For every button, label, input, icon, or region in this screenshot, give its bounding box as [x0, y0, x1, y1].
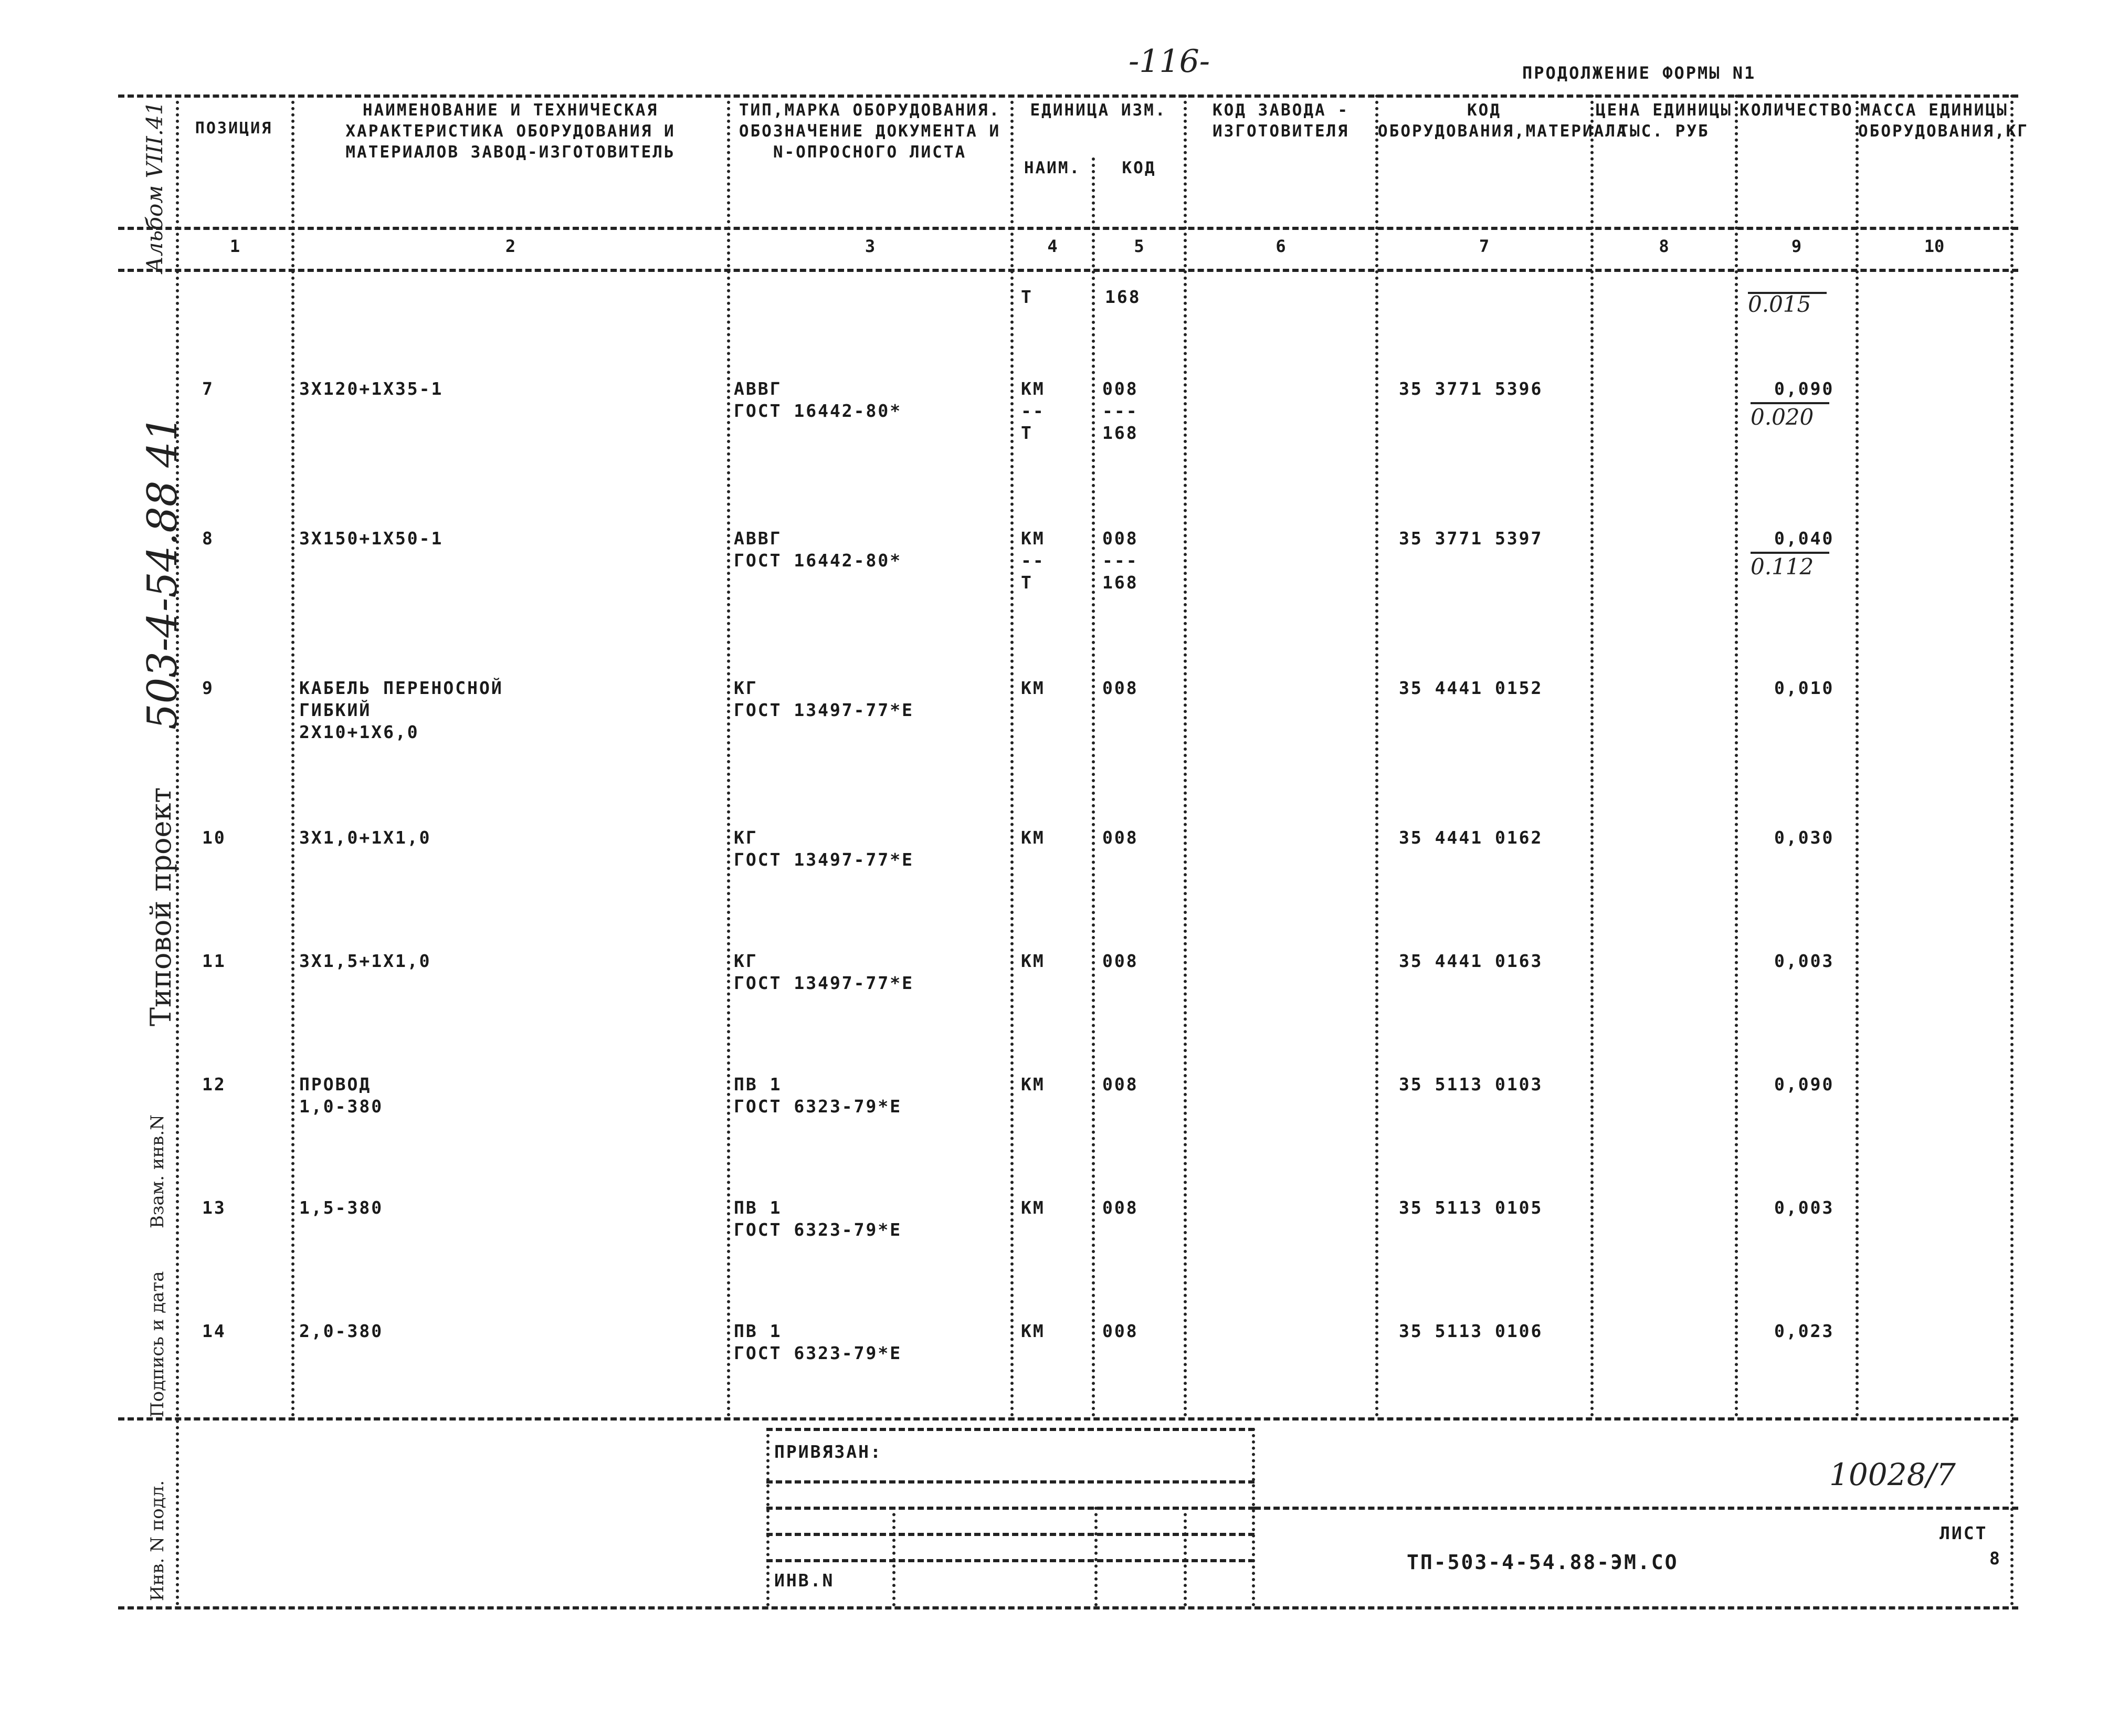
row-name-line: 1,0-380 [299, 1096, 384, 1117]
row-unit-code-line: 008 [1102, 951, 1139, 971]
header-unit: ЕДИНИЦА ИЗМ. [1030, 101, 1167, 120]
col-border-4-5 [1092, 157, 1095, 1417]
row-type-line: ГОСТ 13497-77*Е [734, 849, 914, 870]
row-type-line: ГОСТ 6323-79*Е [734, 1219, 902, 1240]
stamp-box-sep-2 [1094, 1507, 1098, 1606]
row-unit-line: Т [1021, 423, 1033, 443]
top-row-code: 168 [1105, 287, 1141, 307]
row-type-line: ПВ 1 [734, 1197, 782, 1218]
stamp-box-sep-1 [892, 1507, 895, 1606]
row-position: 7 [202, 378, 214, 399]
row-type-line: КГ [734, 678, 758, 698]
colnum-7: 7 [1479, 236, 1490, 256]
row-position: 8 [202, 528, 214, 549]
colnum-6: 6 [1276, 236, 1286, 256]
header-divider [118, 227, 2018, 230]
page-bottom-border [118, 1606, 2018, 1609]
row-name-line: 2Х10+1Х6,0 [299, 722, 419, 742]
row-unit-line: КМ [1021, 951, 1045, 971]
stamp-designation: ТП-503-4-54.88-ЭМ.СО [1407, 1551, 1679, 1574]
colnum-9: 9 [1791, 236, 1802, 256]
row-name-line: 3Х120+1Х35-1 [299, 378, 444, 399]
row-type-line: КГ [734, 827, 758, 848]
row-equipment-code: 35 3771 5397 [1399, 528, 1543, 549]
row-quantity-fraction-line [1751, 402, 1829, 404]
top-row-quantity-overline [1748, 292, 1827, 294]
row-name-line: 2,0-380 [299, 1321, 384, 1341]
stamp-box-sep-3 [1184, 1507, 1187, 1606]
continuation-note: ПРОДОЛЖЕНИЕ ФОРМЫ N1 [1522, 63, 1756, 83]
top-row-quantity: 0.015 [1748, 291, 1811, 317]
row-quantity: 0,090 [1774, 1074, 1835, 1095]
header-unit-name: НАИМ. [1024, 159, 1081, 177]
row-equipment-code: 35 3771 5396 [1399, 378, 1543, 399]
header-position: ПОЗИЦИЯ [195, 119, 273, 138]
header-quantity: КОЛИЧЕСТВО [1740, 101, 1853, 120]
col-border-5-6 [1184, 94, 1187, 1417]
row-type-line: ГОСТ 6323-79*Е [734, 1343, 902, 1363]
stamp-sheet-number: 8 [1989, 1548, 2001, 1569]
colnum-8: 8 [1659, 236, 1669, 256]
stamp-box-top [766, 1428, 1255, 1431]
col-border-7-8 [1590, 94, 1594, 1417]
margin-signature-date: Подпись и дата [147, 1271, 168, 1417]
row-quantity: 0,003 [1774, 1197, 1835, 1218]
row-name-line: 3Х1,0+1Х1,0 [299, 827, 431, 848]
row-type-line: АВВГ [734, 528, 782, 549]
row-name-line: 3Х1,5+1Х1,0 [299, 951, 431, 971]
stamp-box-line-2 [766, 1480, 1255, 1484]
top-row-unit: Т [1021, 287, 1033, 307]
header-name: НАИМЕНОВАНИЕ И ТЕХНИЧЕСКАЯ ХАРАКТЕРИСТИКА ОБОРУДОВАНИЯ И МАТЕРИАЛОВ ЗАВОД-ИЗГОТОВИТЕЛЬ [345, 101, 676, 162]
row-name-line: ГИБКИЙ [299, 700, 372, 720]
row-unit-code-line: --- [1102, 401, 1139, 421]
stamp-doc-number: 10028/7 [1829, 1457, 1956, 1492]
row-equipment-code: 35 5113 0105 [1399, 1197, 1543, 1218]
row-unit-line: Т [1021, 572, 1033, 593]
colnum-1: 1 [229, 236, 240, 256]
row-equipment-code: 35 5113 0106 [1399, 1321, 1543, 1341]
row-quantity: 0,003 [1774, 951, 1835, 971]
row-quantity-secondary: 0.112 [1751, 554, 1814, 580]
row-position: 14 [202, 1321, 226, 1341]
row-position: 11 [202, 951, 226, 971]
row-name-line: КАБЕЛЬ ПЕРЕНОСНОЙ [299, 678, 503, 698]
stamp-box-left [766, 1428, 770, 1606]
row-equipment-code: 35 5113 0103 [1399, 1074, 1543, 1095]
row-quantity-fraction-line [1751, 552, 1829, 554]
row-quantity-secondary: 0.020 [1751, 404, 1814, 430]
col-border-6-7 [1375, 94, 1378, 1417]
row-name-line: 3Х150+1Х50-1 [299, 528, 444, 549]
row-unit-code-line: 008 [1102, 528, 1139, 549]
row-unit-code-line: 008 [1102, 1197, 1139, 1218]
table-top-border [118, 94, 2018, 98]
row-equipment-code: 35 4441 0152 [1399, 678, 1543, 698]
row-type-line: ГОСТ 6323-79*Е [734, 1096, 902, 1117]
row-unit-code-line: 168 [1102, 572, 1139, 593]
row-position: 10 [202, 827, 226, 848]
colnum-2: 2 [505, 236, 516, 256]
col-border-8-9 [1735, 94, 1738, 1417]
row-position: 9 [202, 678, 214, 698]
row-unit-code-line: 008 [1102, 378, 1139, 399]
row-unit-line: -- [1021, 550, 1045, 571]
row-type-line: ПВ 1 [734, 1321, 782, 1341]
row-type-line: ПВ 1 [734, 1074, 782, 1095]
row-unit-line: КМ [1021, 528, 1045, 549]
stamp-box-right [1252, 1428, 1255, 1606]
row-unit-line: КМ [1021, 827, 1045, 848]
header-unit-code: КОД [1122, 159, 1156, 177]
row-unit-line: КМ [1021, 1197, 1045, 1218]
row-unit-code-line: 008 [1102, 1074, 1139, 1095]
colnum-divider [118, 269, 2018, 272]
row-quantity: 0,023 [1774, 1321, 1835, 1341]
row-unit-code-line: 008 [1102, 678, 1139, 698]
stamp-box-line-3 [766, 1507, 1255, 1510]
col-border-right [2010, 94, 2014, 1606]
row-type-line: ГОСТ 16442-80* [734, 401, 902, 421]
colnum-4: 4 [1047, 236, 1058, 256]
row-type-line: КГ [734, 951, 758, 971]
table-body-bottom [118, 1417, 2018, 1421]
row-quantity: 0,090 [1774, 378, 1835, 399]
stamp-sheet-label: ЛИСТ [1940, 1523, 1988, 1543]
row-position: 13 [202, 1197, 226, 1218]
header-equipment-code: КОД ОБОРУДОВАНИЯ,МАТЕРИАЛА [1378, 101, 1628, 141]
margin-album: Альбом VIII.41 [142, 101, 167, 273]
row-name-line: 1,5-380 [299, 1197, 384, 1218]
margin-inv-podl: Инв. N подл. [147, 1480, 168, 1601]
col-border-1-2 [291, 94, 294, 1417]
row-quantity: 0,030 [1774, 827, 1835, 848]
row-unit-code-line: 168 [1102, 423, 1139, 443]
row-type-line: ГОСТ 13497-77*Е [734, 973, 914, 993]
row-unit-code-line: 008 [1102, 827, 1139, 848]
colnum-3: 3 [865, 236, 876, 256]
stamp-box-line-5 [766, 1559, 1255, 1562]
row-unit-code-line: --- [1102, 550, 1139, 571]
header-type: ТИП,МАРКА ОБОРУДОВАНИЯ. ОБОЗНАЧЕНИЕ ДОКУМЕНТА И N-ОПРОСНОГО ЛИСТА [739, 101, 1001, 162]
row-unit-line: -- [1021, 401, 1045, 421]
header-mass: МАССА ЕДИНИЦЫ ОБОРУДОВАНИЯ,КГ [1858, 101, 2029, 141]
row-unit-line: КМ [1021, 1321, 1045, 1341]
row-position: 12 [202, 1074, 226, 1095]
stamp-divider [1255, 1507, 2018, 1510]
header-plant-code: КОД ЗАВОДА - ИЗГОТОВИТЕЛЯ [1213, 101, 1349, 141]
row-unit-code-line: 008 [1102, 1321, 1139, 1341]
margin-typical-project: Типовой проект [144, 787, 177, 1026]
margin-project-code: 503-4-54.88 41 [139, 415, 186, 730]
row-unit-line: КМ [1021, 378, 1045, 399]
stamp-inv-n: ИНВ.N [774, 1570, 835, 1591]
row-unit-line: КМ [1021, 1074, 1045, 1095]
colnum-10: 10 [1924, 236, 1945, 256]
row-equipment-code: 35 4441 0163 [1399, 951, 1543, 971]
row-quantity: 0,010 [1774, 678, 1835, 698]
col-border-9-10 [1856, 94, 1859, 1417]
row-name-line: ПРОВОД [299, 1074, 372, 1095]
row-equipment-code: 35 4441 0162 [1399, 827, 1543, 848]
stamp-privyazan: ПРИВЯЗАН: [774, 1442, 882, 1462]
row-type-line: АВВГ [734, 378, 782, 399]
col-border-3-4 [1010, 94, 1014, 1417]
page-number: -116- [1129, 43, 1210, 80]
header-unit-price: ЦЕНА ЕДИНИЦЫ ТЫС. РУБ [1596, 101, 1732, 141]
row-quantity: 0,040 [1774, 528, 1835, 549]
row-type-line: ГОСТ 16442-80* [734, 550, 902, 571]
margin-vzam-inv: Взам. инв.N [147, 1114, 168, 1228]
row-type-line: ГОСТ 13497-77*Е [734, 700, 914, 720]
stamp-box-line-4 [766, 1533, 1255, 1536]
row-unit-line: КМ [1021, 678, 1045, 698]
col-border-2-3 [727, 94, 730, 1417]
colnum-5: 5 [1134, 236, 1144, 256]
